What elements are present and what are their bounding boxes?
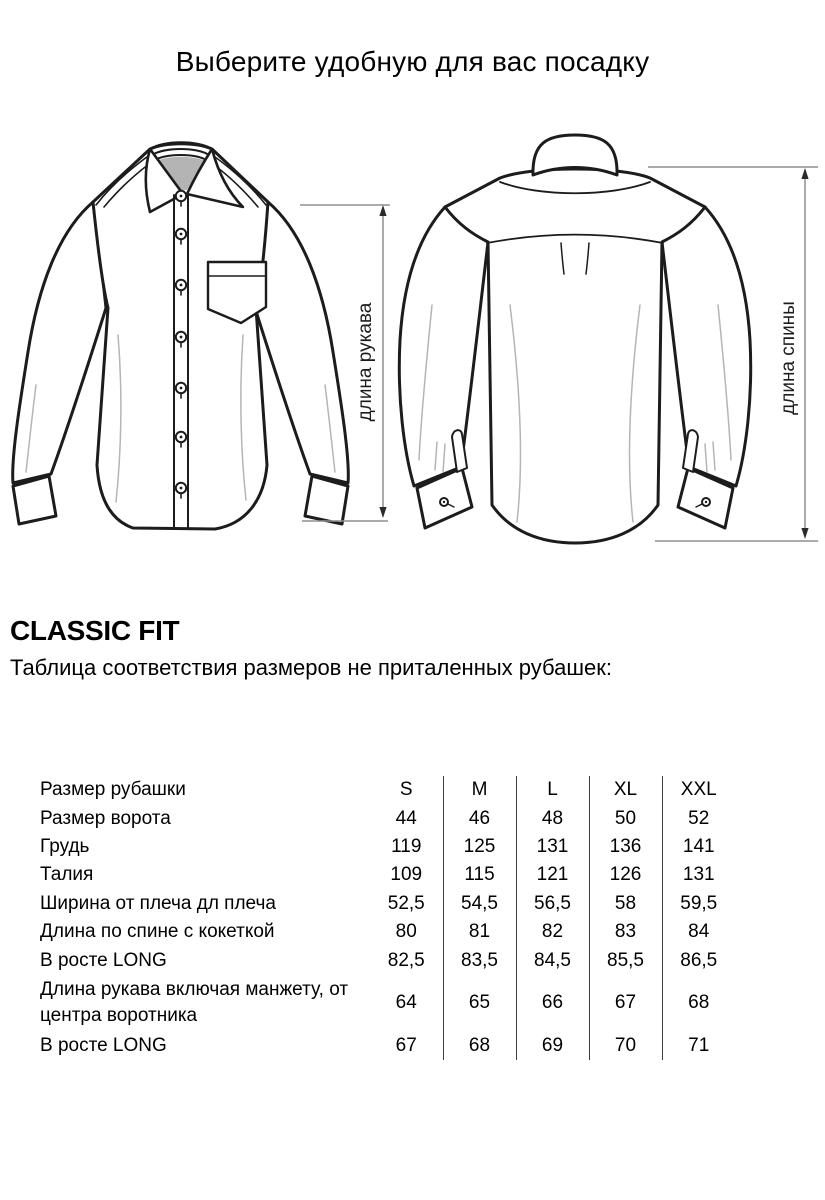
size-row-label: Длина рукава включая манжету, от центра воротника: [40, 979, 349, 1027]
back-length-label: длина спины: [778, 301, 799, 415]
table-row: [40, 861, 735, 889]
size-cell: 115: [443, 861, 516, 889]
size-row-label: Ширина от плеча дл плеча: [40, 892, 276, 914]
size-cell: 64: [370, 975, 443, 1032]
size-cell: 136: [589, 833, 662, 861]
size-cell: 80: [370, 918, 443, 946]
size-cell: 70: [589, 1032, 662, 1060]
size-row-label: Размер рубашки: [40, 779, 186, 801]
size-cell: 126: [589, 861, 662, 889]
size-cell: 121: [516, 861, 589, 889]
size-cell: 85,5: [589, 946, 662, 974]
size-cell: 81: [443, 918, 516, 946]
table-row: [40, 918, 735, 946]
size-cell: 52,5: [370, 890, 443, 918]
table-row: [40, 833, 735, 861]
size-row-label: Грудь: [40, 835, 90, 857]
size-cell: 71: [688, 1034, 710, 1056]
size-cell: S: [370, 776, 443, 804]
size-table: [40, 776, 735, 1060]
size-cell: XXL: [680, 779, 717, 801]
size-cell: 131: [682, 864, 715, 886]
back-left-sleeve: [399, 207, 488, 486]
size-cell: 59,5: [680, 892, 718, 914]
table-caption: Таблица соответствия размеров не приталенных рубашек:: [10, 655, 612, 680]
size-cell: 84,5: [516, 946, 589, 974]
front-left-cuff: [13, 476, 56, 524]
size-cell: 48: [516, 804, 589, 832]
classic-fit-heading: CLASSIC FIT: [10, 615, 180, 646]
size-cell: 52: [688, 807, 710, 829]
shirt-front-figure: [13, 142, 349, 529]
size-cell: M: [443, 776, 516, 804]
size-row-label: В росте LONG: [40, 1034, 167, 1056]
size-row-label: Длина по спине с кокеткой: [40, 921, 275, 943]
size-cell: 67: [370, 1032, 443, 1060]
size-row-label: Размер ворота: [40, 807, 171, 829]
back-body: [445, 169, 705, 543]
size-cell: 46: [443, 804, 516, 832]
size-cell: 82,5: [370, 946, 443, 974]
shirts-figure: [0, 130, 825, 580]
arrow-down-icon: [379, 507, 386, 518]
size-cell: 83,5: [443, 946, 516, 974]
size-cell: 131: [516, 833, 589, 861]
arrow-up-icon: [801, 168, 808, 179]
size-cell: 44: [370, 804, 443, 832]
front-left-sleeve: [13, 202, 106, 483]
table-row: [40, 804, 735, 832]
size-cell: 119: [370, 833, 443, 861]
size-cell: 56,5: [516, 890, 589, 918]
size-cell: 68: [688, 992, 710, 1014]
arrow-up-icon: [379, 205, 386, 216]
size-cell: L: [516, 776, 589, 804]
chest-pocket: [208, 262, 266, 323]
size-cell: 65: [443, 975, 516, 1032]
page-title: Выберите удобную для вас посадку: [175, 46, 650, 77]
size-cell: 86,5: [680, 949, 718, 971]
size-cell: 54,5: [443, 890, 516, 918]
size-cell: 50: [589, 804, 662, 832]
size-row-label: Талия: [40, 864, 94, 886]
front-right-cuff: [305, 476, 348, 524]
table-row: [40, 946, 735, 974]
back-collar: [533, 135, 617, 175]
size-cell: 68: [443, 1032, 516, 1060]
table-row: [40, 776, 735, 804]
size-cell: 109: [370, 861, 443, 889]
size-cell: 83: [589, 918, 662, 946]
size-cell: 67: [589, 975, 662, 1032]
sleeve-length-label: длина рукава: [355, 302, 376, 422]
arrow-down-icon: [801, 528, 808, 539]
size-cell: XL: [589, 776, 662, 804]
table-row: [40, 975, 735, 1032]
table-row: [40, 1032, 735, 1060]
size-cell: 66: [516, 975, 589, 1032]
table-row: [40, 890, 735, 918]
size-cell: 125: [443, 833, 516, 861]
size-cell: 69: [516, 1032, 589, 1060]
shirt-back-figure: [399, 135, 750, 543]
size-cell: 84: [688, 921, 710, 943]
size-row-label: В росте LONG: [40, 949, 167, 971]
back-right-sleeve: [662, 207, 751, 486]
size-cell: 58: [589, 890, 662, 918]
size-cell: 141: [682, 835, 715, 857]
size-cell: 82: [516, 918, 589, 946]
front-right-sleeve: [255, 202, 348, 483]
